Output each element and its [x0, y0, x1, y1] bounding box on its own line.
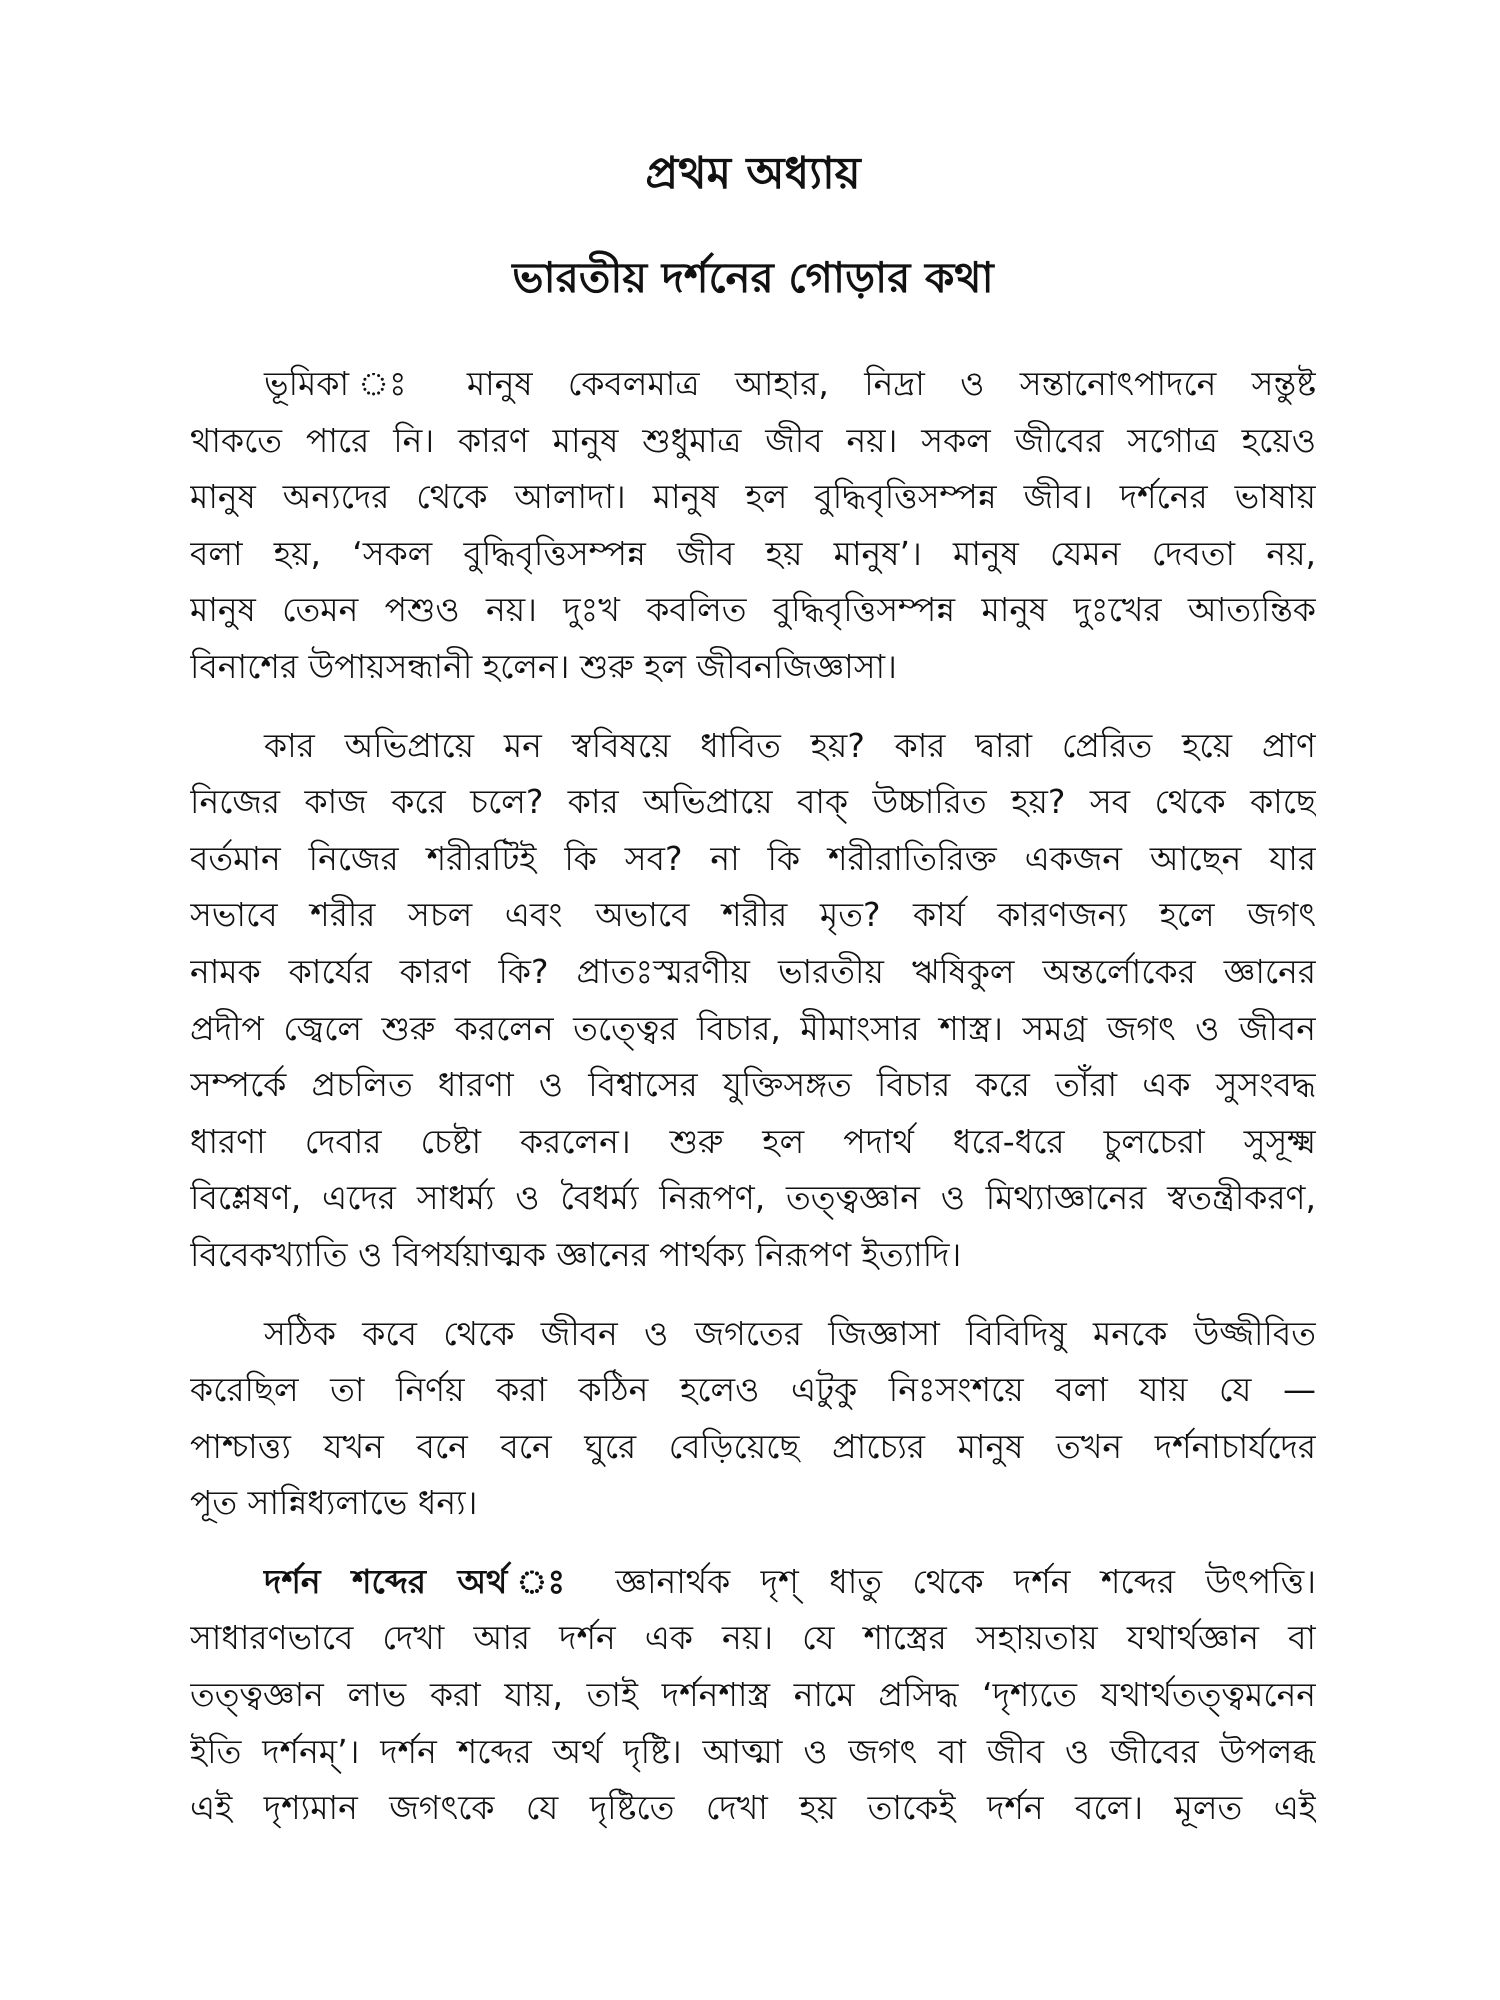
text-line: [190, 526, 1316, 583]
line-text: বলা হয়, ‘সকল বুদ্ধিবৃত্তিসম্পন্ন জীব হয় মানুষ’। মানুষ যেমন দেবতা নয়,: [190, 533, 1316, 573]
text-line: [190, 1419, 1316, 1476]
text-line: [190, 1554, 1316, 1611]
text-line: [190, 1001, 1316, 1058]
line-text: মানুষ অন্যদের থেকে আলাদা। মানুষ হল বুদ্ধিবৃত্তিসম্পন্ন জীব। দর্শনের ভাষায়: [190, 477, 1316, 517]
text-line: [190, 718, 1316, 775]
line-text: বিশ্লেষণ, এদের সাধর্ম্য ও বৈধর্ম্য নিরূপণ, তত্ত্বজ্ঞান ও মিথ্যাজ্ঞানের স্বতন্ত্রীকরণ,: [190, 1178, 1316, 1218]
text-line: [190, 469, 1316, 526]
line-text: বিনাশের উপায়সন্ধানী হলেন। শুরু হল জীবনজিজ্ঞাসা।: [190, 646, 897, 686]
line-text: সম্পর্কে প্রচলিত ধারণা ও বিশ্বাসের যুক্তিসঙ্গত বিচার করে তাঁরা এক সুসংবদ্ধ: [190, 1065, 1316, 1105]
text-line: [190, 582, 1316, 639]
text-line: [190, 413, 1316, 470]
line-text: বিবেকখ্যাতি ও বিপর্যয়াত্মক জ্ঞানের পার্থক্য নিরূপণ ইত্যাদি।: [190, 1234, 962, 1274]
paragraph: [190, 1306, 1316, 1532]
body-text: [190, 356, 1316, 1859]
section-lead: দর্শন শব্দের অর্থ ঃ: [264, 1561, 585, 1601]
text-line: [190, 1780, 1316, 1837]
chapter-heading: প্রথম অধ্যায়: [645, 148, 861, 199]
text-line: [190, 1362, 1316, 1419]
text-line: [190, 639, 1316, 696]
text-line: [190, 944, 1316, 1001]
text-line: [190, 1227, 1316, 1284]
line-text: জ্ঞানার্থক দৃশ্ ধাতু থেকে দর্শন শব্দের উৎপত্তি।: [584, 1561, 1316, 1601]
line-text: প্রদীপ জ্বেলে শুরু করলেন তত্ত্বের বিচার, মীমাংসার শাস্ত্র। সমগ্র জগৎ ও জীবন: [190, 1008, 1316, 1048]
text-line: [190, 1306, 1316, 1363]
paragraph: [190, 718, 1316, 1284]
text-line: [190, 774, 1316, 831]
chapter-title: ভারতীয় দর্শনের গোড়ার কথা: [512, 253, 994, 302]
line-text: ধারণা দেবার চেষ্টা করলেন। শুরু হল পদার্থ ধরে-ধরে চুলচেরা সুসূক্ষ্ম: [190, 1121, 1316, 1161]
line-text: তত্ত্বজ্ঞান লাভ করা যায়, তাই দর্শনশাস্ত্র নামে প্রসিদ্ধ ‘দৃশ্যতে যথার্থতত্ত্বমনেন: [190, 1675, 1316, 1715]
line-text: নিজের কাজ করে চলে? কার অভিপ্রায়ে বাক্ উচ্চারিত হয়? সব থেকে কাছে: [190, 782, 1316, 822]
text-line: [190, 1610, 1316, 1667]
line-text: করেছিল তা নির্ণয় করা কঠিন হলেও এটুকু নিঃসংশয়ে বলা যায় যে —: [190, 1370, 1316, 1410]
line-text: বর্তমান নিজের শরীরটিই কি সব? না কি শরীরাতিরিক্ত একজন আছেন যার: [190, 838, 1316, 878]
text-line: [190, 887, 1316, 944]
line-text: ইতি দর্শনম্’। দর্শন শব্দের অর্থ দৃষ্টি। আত্মা ও জগৎ বা জীব ও জীবের উপলব্ধ: [190, 1731, 1316, 1771]
line-text: এই দৃশ্যমান জগৎকে যে দৃষ্টিতে দেখা হয় তাকেই দর্শন বলে। মূলত এই: [190, 1788, 1316, 1828]
text-line: [190, 1475, 1316, 1532]
text-line: [190, 1114, 1316, 1171]
line-text: নামক কার্যের কারণ কি? প্রাতঃস্মরণীয় ভারতীয় ঋষিকুল অন্তর্লোকের জ্ঞানের: [190, 951, 1316, 991]
line-text: থাকতে পারে নি। কারণ মানুষ শুধুমাত্র জীব নয়। সকল জীবের সগোত্র হয়েও: [190, 420, 1316, 460]
line-text: মানুষ তেমন পশুও নয়। দুঃখ কবলিত বুদ্ধিবৃত্তিসম্পন্ন মানুষ দুঃখের আত্যন্তিক: [190, 590, 1316, 630]
line-text: সাধারণভাবে দেখা আর দর্শন এক নয়। যে শাস্ত্রের সহায়তায় যথার্থজ্ঞান বা: [190, 1618, 1316, 1658]
line-text: পূত সান্নিধ্যলাভে ধন্য।: [190, 1483, 478, 1523]
line-text: কার অভিপ্রায়ে মন স্ববিষয়ে ধাবিত হয়? কার দ্বারা প্রেরিত হয়ে প্রাণ: [264, 725, 1316, 765]
line-text: সভাবে শরীর সচল এবং অভাবে শরীর মৃত? কার্য কারণজন্য হলে জগৎ: [190, 895, 1316, 935]
line-text: ভূমিকা ঃ মানুষ কেবলমাত্র আহার, নিদ্রা ও সন্তানোৎপাদনে সন্তুষ্ট: [264, 364, 1316, 403]
paragraph: [190, 1554, 1316, 1837]
paragraph: [190, 356, 1316, 696]
line-text: পাশ্চাত্ত্য যখন বনে বনে ঘুরে বেড়িয়েছে প্রাচ্যের মানুষ তখন দর্শনাচার্যদের: [190, 1426, 1316, 1466]
line-text: সঠিক কবে থেকে জীবন ও জগতের জিজ্ঞাসা বিবিদিষু মনকে উজ্জীবিত: [264, 1313, 1316, 1353]
text-line: [190, 1057, 1316, 1114]
text-line: [190, 1170, 1316, 1227]
text-line: [190, 356, 1316, 413]
text-line: [190, 1667, 1316, 1724]
text-line: [190, 1724, 1316, 1781]
text-line: [190, 831, 1316, 888]
